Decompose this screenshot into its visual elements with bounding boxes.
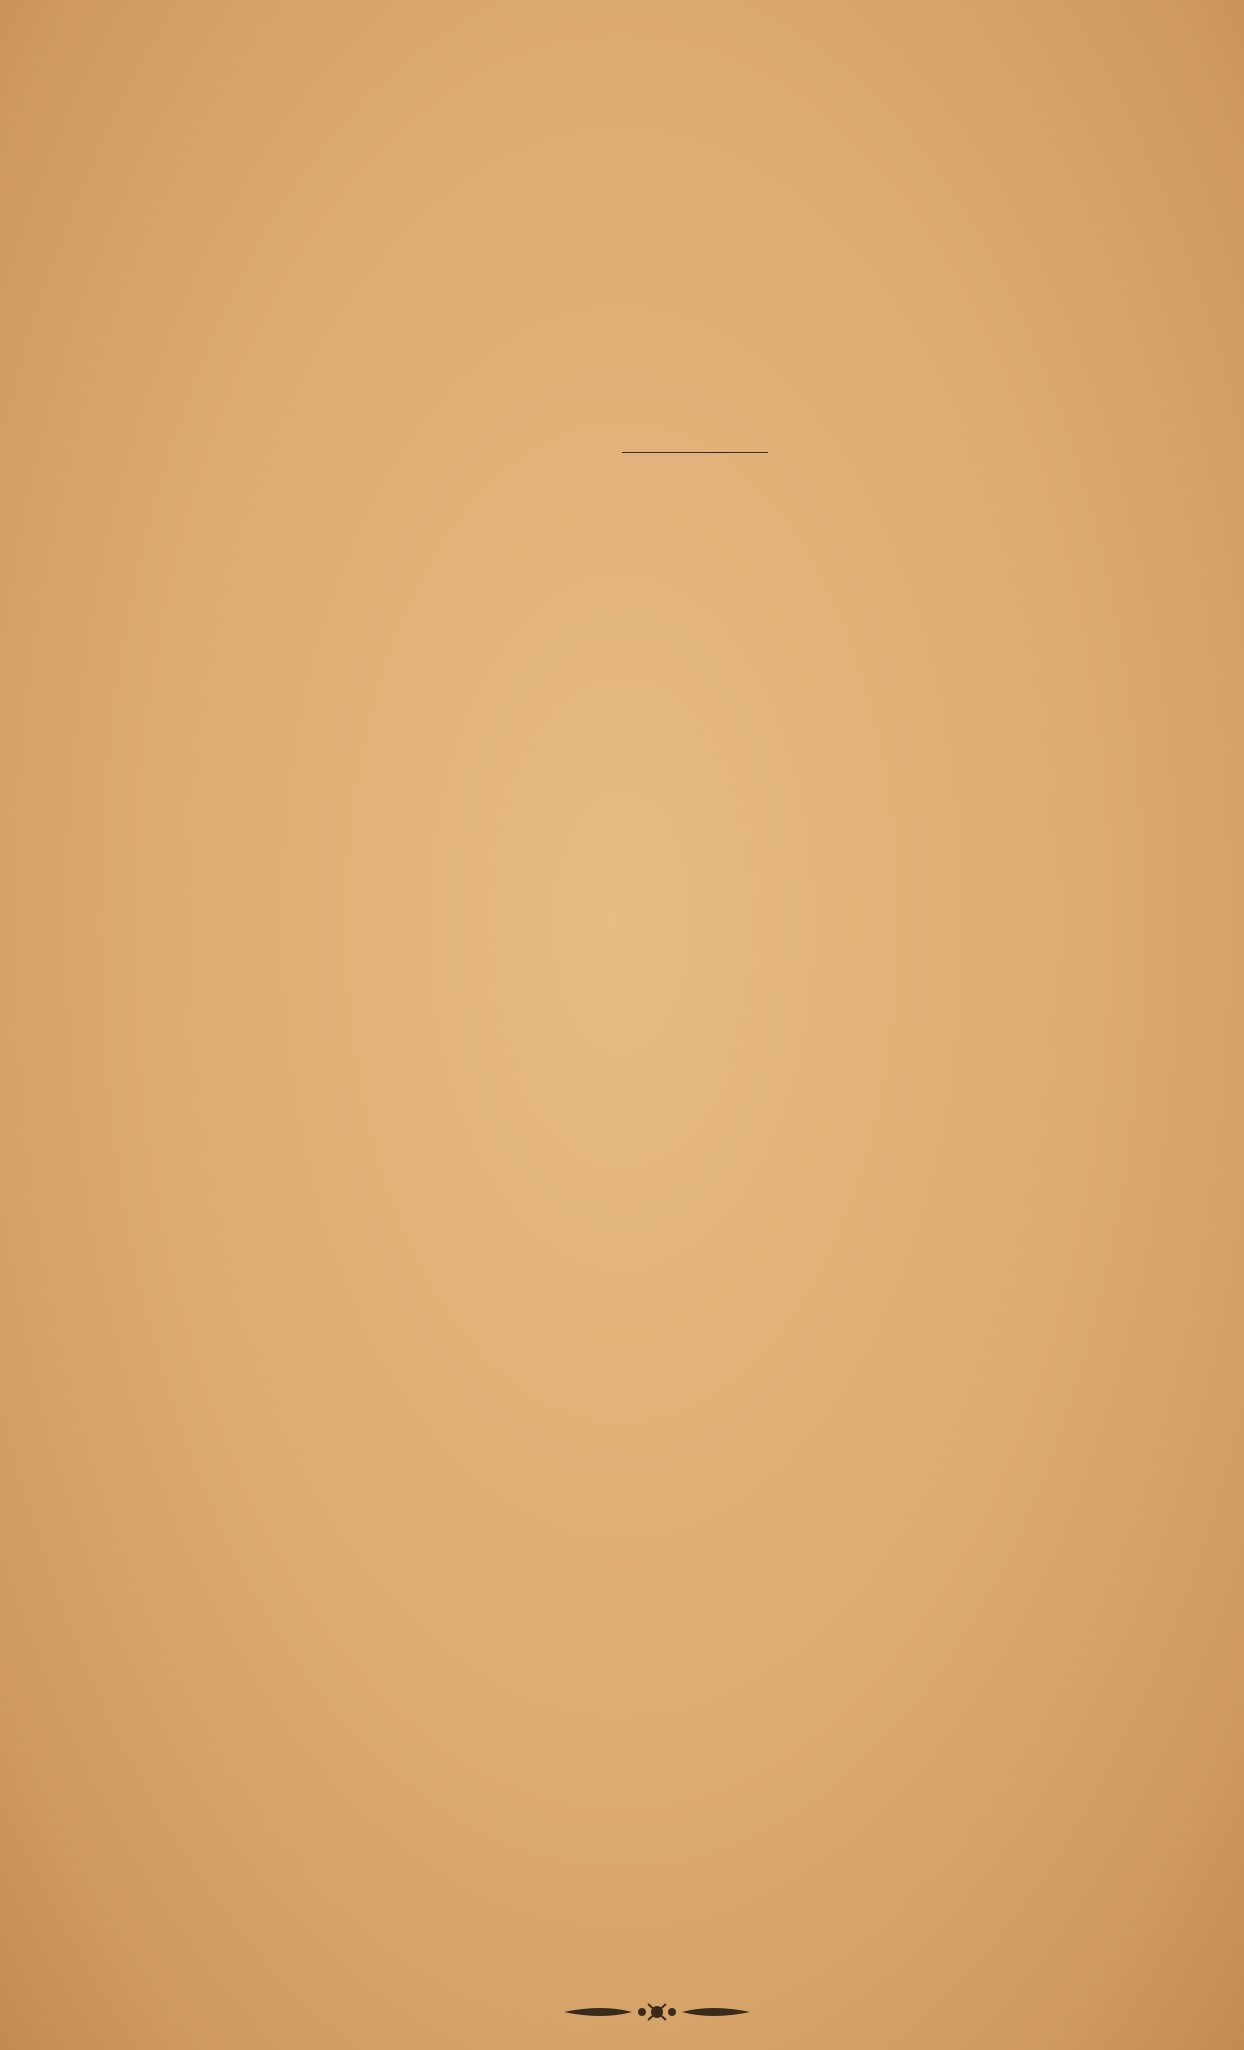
ornamental-divider-icon xyxy=(562,2000,752,2029)
section-divider-rule xyxy=(622,452,768,453)
